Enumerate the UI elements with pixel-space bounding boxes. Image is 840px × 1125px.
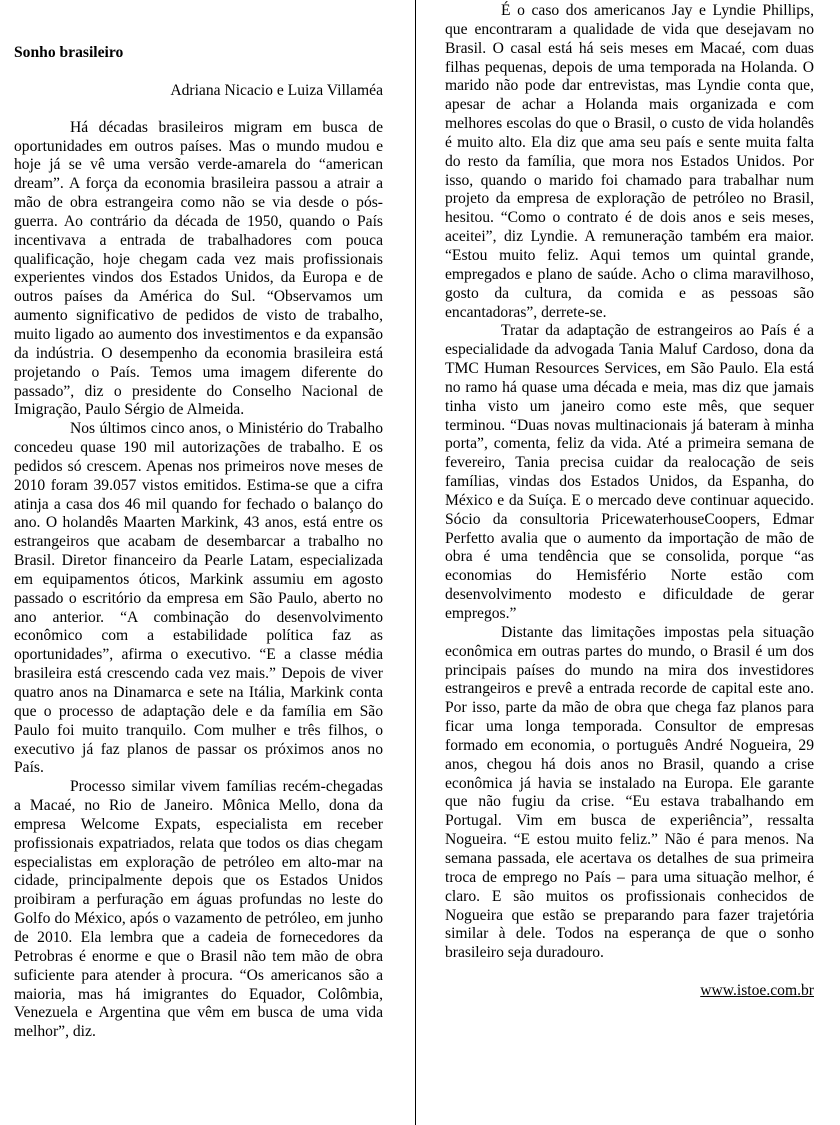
left-column [14,0,383,1042]
paragraph: Nos últimos cinco anos, o Ministério do Trabalho concedeu quase 190 mil autorizações de trabalho. E os pedidos só crescem. Apenas nos primeiros nove meses de 2010 foram 39.057 vistos emitidos. Estima-se que a cifra atinja a casa dos 46 mil quando for fechado o balanço do ano. O holandês Maarten Markink, 43 anos, está entre os estrangeiros que acabam de desembarcar a trabalho no Brasil. Diretor financeiro da Pearle Latam, especializada em equipamentos óticos, Markink assumiu em agosto passado o escritório da empresa em São Paulo, aberto no ano anterior. “A combinação do desenvolvimento econômico com a estabilidade política faz as oportunidades”, afirma o executivo. “E a classe média brasileira está crescendo cada vez mais.” Depois de viver quatro anos na Dinamarca e sete na Itália, Markink conta que o processo de adaptação dele e da família em São Paulo foi muito tranquilo. Com mulher e três filhos, o executivo já faz planos de passar os próximos anos no País. [14,420,383,777]
paragraph: Processo similar vivem famílias recém-chegadas a Macaé, no Rio de Janeiro. Mônica Mello, dona da empresa Welcome Expats, especialista em receber profissionais expatriados, relata que todos os dias chegam especialistas em exploração de petróleo em alto-mar na cidade, principalmente depois que os Estados Unidos proibiram a perfuração em águas profundas no leste do Golfo do México, após o vazamento de petróleo, em junho de 2010. Ela lembra que a cadeia de fornecedores da Petrobras é enorme e que o Brasil não tem mão de obra suficiente para atender à procura. “Os americanos são a maioria, mas há imigrantes do Equador, Colômbia, Venezuela e Argentina que vêm em busca de uma vida melhor”, diz. [14,778,383,1041]
article-title: Sonho brasileiro [14,44,124,61]
paragraph: É o caso dos americanos Jay e Lyndie Phillips, que encontraram a qualidade de vida que desejavam no Brasil. O casal está há seis meses em Macaé, com duas filhas pequenas, depois de uma temporada na Holanda. O marido não pode dar entrevistas, mas Lyndie conta que, apesar de achar a Holanda mais organizada e com melhores escolas do que o Brasil, o custo de vida holandês é muito alto. Ela diz que ama seu país e sente muita falta do resto da família, que mora nos Estados Unidos. Por isso, quando o marido foi chamado para trabalhar num projeto da empresa de exploração de petróleo no Brasil, hesitou. “Como o contrato é de dois anos e seis meses, aceitei”, diz Lyndie. A remuneração também era maior. “Estou muito feliz. Aqui temos um quintal grande, empregados e plano de saúde. Acho o clima maravilhoso, gosto da cultura, da comida e as pessoas são encantadoras”, derrete-se. [445,2,814,321]
right-column [445,0,814,1001]
column-divider [415,0,416,1125]
article-authors: Adriana Nicacio e Luiza Villaméa [170,81,383,99]
paragraph: Distante das limitações impostas pela situação econômica em outras partes do mundo, o Brasil é um dos principais países do mundo na mira dos investidores estrangeiros e prevê a entrada recorde de capital este ano. Por isso, parte da mão de obra que chega faz planos para ficar uma longa temporada. Consultor de empresas formado em economia, o português André Nogueira, 29 anos, chegou há dois anos no Brasil, quando a crise econômica já havia se instalado na Europa. Ele garante que não fugiu da crise. “Eu estava trabalhando em Portugal. Vim em busca de experiência”, ressalta Nogueira. “E estou muito feliz.” Não é para menos. Na semana passada, ele acertava os detalhes de sua primeira troca de emprego no País – para uma situação melhor, é claro. E são muitos os profissionais conhecidos de Nogueira que estão se preparando para fazer trajetória similar à dele. Todos na esperança de que o sonho brasileiro seja duradouro. [445,623,814,962]
source-link[interactable]: www.istoe.com.br [700,982,814,1000]
paragraph: Há décadas brasileiros migram em busca de oportunidades em outros países. Mas o mundo mudou e hoje já se vê uma versão verde-amarela do “american dream”. A força da economia brasileira passou a atrair a mão de obra estrangeira como não se via desde o pós-guerra. Ao contrário da década de 1950, quando o País incentivava a entrada de trabalhadores com pouca qualificação, hoje chegam cada vez mais profissionais experientes vindos dos Estados Unidos, da Europa e de outros países da América do Sul. “Observamos um aumento significativo de pedidos de visto de trabalho, muito ligado ao aumento dos investimentos e da expansão da indústria. O desempenho da economia brasileira está projetando o País. Temos uma imagem diferente do passado”, diz o presidente do Conselho Nacional de Imigração, Paulo Sérgio de Almeida. [14,118,383,419]
paragraph: Tratar da adaptação de estrangeiros ao País é a especialidade da advogada Tania Maluf Cardoso, dona da TMC Human Resources Services, em São Paulo. Ela está no ramo há quase uma década e meia, mas diz que jamais tinha visto um janeiro como este mês, que sequer terminou. “Duas novas multinacionais já bateram à minha porta”, comenta, feliz da vida. Até a primeira semana de fevereiro, Tania precisa cuidar da realocação de seis famílias, vindas dos Estados Unidos, da Espanha, do México e da Suíça. E o mercado deve continuar aquecido. Sócio da consultoria PricewaterhouseCoopers, Edmar Perfetto avalia que o aumento da importação de mão de obra é uma tendência que se consolida, porque “as economias do Hemisfério Norte estão com desenvolvimento modesto e dificuldade de gerar empregos.” [445,322,814,622]
